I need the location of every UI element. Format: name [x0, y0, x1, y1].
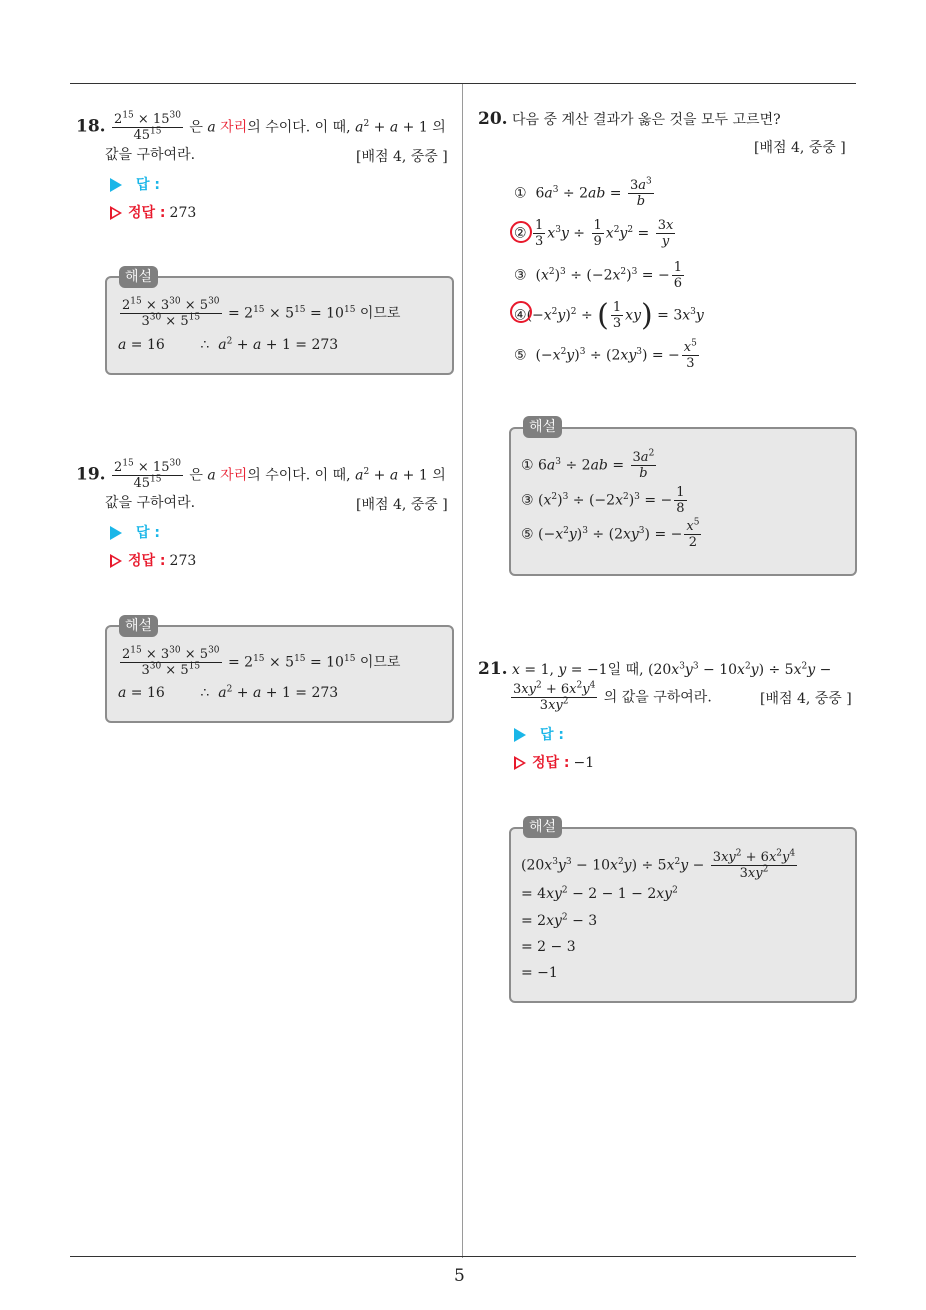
question-19-meta: [배점 4, 중중 ] [356, 497, 448, 513]
question-19-line2: 값을 구하여라. [105, 495, 196, 511]
choice-2[interactable]: ② $\frac{1}{3}$ $x^3y$ ÷ $\frac{1}{9}$ $x^2y^2$ = $\frac{3x}{y}$ [514, 218, 674, 249]
answer-circle-mark [510, 301, 532, 323]
explanation-tag: 해설 [119, 266, 158, 288]
explanation-tag: 해설 [523, 416, 562, 438]
question-20-meta: [배점 4, 중중 ] [754, 140, 846, 156]
answer-line: 답 : [110, 174, 160, 194]
question-18-meta: [배점 4, 중중 ] [356, 149, 448, 165]
play-icon [514, 728, 526, 742]
play-icon [110, 526, 122, 540]
question-19: 19. $\frac{2^{15} \times 15^{30}}{45^{15}}$ 은 a 자리의 수이다. 이 때, $a^2 + a + 1$ 의 [76, 458, 446, 491]
question-number: 18. [76, 116, 106, 137]
explanation-line-1: ① $6a^3 \div 2ab$ = $\frac{3a^2}{b}$ [521, 448, 655, 481]
top-rule [70, 83, 856, 84]
question-20: 20. 다음 중 계산 결과가 옳은 것을 모두 고르면? [478, 109, 781, 129]
correct-answer-line: 정답 : −1 [514, 752, 594, 772]
explanation-line-5: = −1 [521, 965, 558, 981]
choice-1[interactable]: ① $6a^3 \div 2ab$ = $\frac{3a^3}{b}$ [514, 176, 652, 209]
question-number: 20. [478, 109, 508, 129]
explanation-line-1: $\frac{2^{15} \times 3^{30} \times 5^{30}}{3^{30} \times 5^{15}}$ = $2^{15} \times 5^{15} = 10^{15}$ 이므로 [122, 645, 401, 678]
explanation-line-3: = $2xy^2 - 3$ [521, 912, 598, 929]
fraction: $\frac{2^{15} \times 15^{30}}{45^{15}}$ [114, 110, 181, 143]
fraction: $\frac{2^{15} \times 15^{30}}{45^{15}}$ [114, 458, 181, 491]
highlight-text: 자리 [220, 467, 248, 484]
answer-line: 답 : [514, 724, 564, 744]
outline-triangle-icon [110, 206, 122, 220]
column-divider [462, 84, 463, 1258]
explanation-line-2: ③ $(x^2)^3 \div (-2x^2)^3$ = − $\frac{1}{8}$ [521, 485, 685, 516]
explanation-line-1: $\frac{2^{15} \times 3^{30} \times 5^{30}}{3^{30} \times 5^{15}}$ = $2^{15} \times 5^{15} = 10^{15}$ 이므로 [122, 296, 401, 329]
highlight-text: 자리 [220, 119, 248, 136]
explanation-line-2: a = 16 ∴ $a^2 + a + 1 = 273$ [118, 336, 339, 353]
explanation-line-2: = $4xy^2 - 2 - 1 - 2xy^2$ [521, 885, 678, 902]
question-18-line2: 값을 구하여라. [105, 147, 196, 163]
question-number: 19. [76, 464, 106, 485]
explanation-tag: 해설 [119, 615, 158, 637]
explanation-line-2: a = 16 ∴ $a^2 + a + 1 = 273$ [118, 684, 339, 701]
explanation-line-1: $(20x^3y^3 - 10x^2y) \div 5x^2y$ − $\frac{3xy^2 + 6x^2y^4}{3xy^2}$ [521, 848, 796, 881]
question-18: 18. $\frac{2^{15} \times 15^{30}}{45^{15}}$ 은 a 자리의 수이다. 이 때, $a^2 + a + 1$ 의 [76, 110, 446, 143]
question-number: 21. [478, 659, 508, 679]
explanation-tag: 해설 [523, 816, 562, 838]
explanation-line-4: = 2 − 3 [521, 939, 576, 955]
outline-triangle-icon [514, 756, 526, 770]
question-21-line2: $\frac{3xy^2 + 6x^2y^4}{3xy^2}$ 의 값을 구하여라. [513, 680, 712, 713]
play-icon [110, 178, 122, 192]
choice-4[interactable]: $④(-x^2y)^2$ ÷ ( $\frac{1}{3}$ $xy) = 3x^3y$ [514, 298, 704, 333]
page-number: 5 [454, 1266, 465, 1286]
answer-circle-mark [510, 221, 532, 243]
bottom-rule [70, 1256, 856, 1257]
outline-triangle-icon [110, 554, 122, 568]
correct-answer-line: 정답 : 273 [110, 550, 196, 570]
choice-3[interactable]: ③ $(x^2)^3 \div (-2x^2)^3$ = − $\frac{1}{6}$ [514, 260, 683, 291]
answer-line: 답 : [110, 522, 160, 542]
explanation-line-3: ⑤ $(-x^2y)^3 \div (2xy^3)$ = − $\frac{x^5}{2}$ [521, 517, 700, 550]
question-21: 21. x = 1, y = −1일 때, $(20x^3y^3 - 10x^2y) \div 5x^2y$ − [478, 659, 832, 679]
choice-5[interactable]: ⑤ $(-x^2y)^3 \div (2xy^3)$ = − $\frac{x^5}{3}$ [514, 338, 697, 371]
correct-answer-line: 정답 : 273 [110, 202, 196, 222]
question-21-meta: [배점 4, 중중 ] [760, 691, 852, 707]
